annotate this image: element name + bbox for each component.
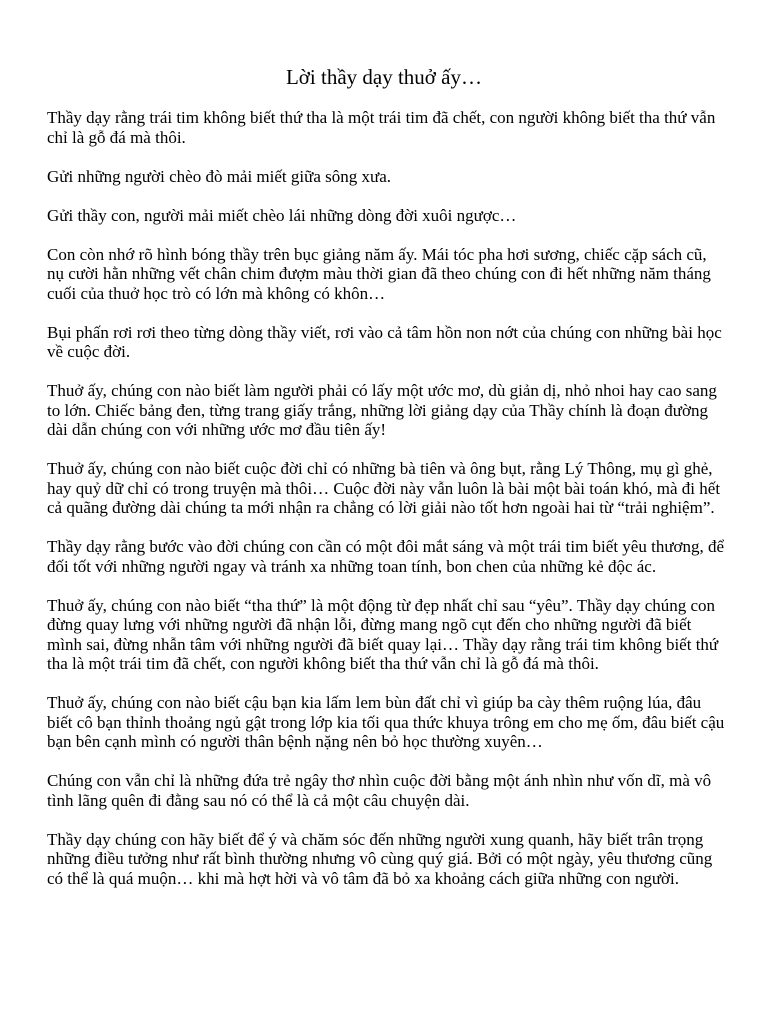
paragraph: Thuở ấy, chúng con nào biết cậu bạn kia lấm lem bùn đất chỉ vì giúp ba cày thêm ruộng lúa, đâu biết cô bạn thỉnh thoảng ngủ gật trong lớp kia tối qua thức khuya trông em cho mẹ ốm, đâu biết cậu bạn bên cạnh mình có người thân bệnh nặng nên bỏ học thường xuyên… — [47, 693, 725, 751]
paragraph: Con còn nhớ rõ hình bóng thầy trên bục giảng năm ấy. Mái tóc pha hơi sương, chiếc cặp sách cũ, nụ cười hằn những vết chân chim đượm màu thời gian đã theo chúng con đi hết những năm tháng cuối của thuở học trò có lớn mà không có khôn… — [47, 244, 711, 303]
document-body — [47, 108, 727, 908]
paragraph: Thầy dạy chúng con hãy biết để ý và chăm sóc đến những người xung quanh, hãy biết trân trọng những điều tưởng như rất bình thường nhưng vô cùng quý giá. Bởi có một ngày, yêu thương cũng có thể là quá muộn… khi mà hợt hời và vô tâm đã bỏ xa khoảng cách giữa những con người. — [47, 829, 713, 888]
paragraph: Gửi thầy con, người mải miết chèo lái những dòng đời xuôi ngược… — [47, 205, 517, 225]
paragraph: Thuở ấy, chúng con nào biết “tha thứ” là một động từ đẹp nhất chỉ sau “yêu”. Thầy dạy chúng con đừng quay lưng với những người đã nhận lỗi, đừng mang ngõ cụt đến cho những người đã biết mình sai, đừng nhẫn tâm với những người đã biết quay lại… Thầy dạy rằng trái tim không biết thứ tha là một trái tim đã chết, con người không biết tha thứ vẫn chỉ là gỗ đá mà thôi. — [47, 595, 719, 673]
paragraph: Gửi những người chèo đò mải miết giữa sông xưa. — [47, 166, 392, 186]
paragraph: Thầy dạy rằng trái tim không biết thứ tha là một trái tim đã chết, con người không biết tha thứ vẫn chỉ là gỗ đá mà thôi. — [47, 108, 716, 147]
paragraph: Thầy dạy rằng bước vào đời chúng con cần có một đôi mắt sáng và một trái tim biết yêu thương, để đối tốt với những người ngay và tránh xa những toan tính, bon chen của những kẻ độc ác. — [47, 537, 725, 576]
paragraph: Thuở ấy, chúng con nào biết cuộc đời chỉ có những bà tiên và ông bụt, rằng Lý Thông, mụ gì ghẻ, hay quỷ dữ chỉ có trong truyện mà thôi… Cuộc đời này vẫn luôn là bài một bài toán khó, mà đi hết cả quãng đường dài chúng ta mới nhận ra chẳng có lời giải nào tốt hơn ngoài hai từ “trải nghiệm”. — [47, 459, 721, 517]
paragraph: Chúng con vẫn chỉ là những đứa trẻ ngây thơ nhìn cuộc đời bằng một ánh nhìn như vốn dĩ, mà vô tình lãng quên đi đằng sau nó có thể là cả một câu chuyện dài. — [47, 771, 712, 810]
paragraph: Thuở ấy, chúng con nào biết làm người phải có lấy một ước mơ, dù giản dị, nhỏ nhoi hay cao sang to lớn. Chiếc bảng đen, từng trang giấy trắng, những lời giảng dạy của Thầy chính là đoạn đường dài dẫn chúng con với những ước mơ đầu tiên ấy! — [47, 381, 717, 439]
document-title: Lời thầy dạy thuở ấy… — [285, 65, 482, 89]
paragraph: Bụi phấn rơi rơi theo từng dòng thầy viết, rơi vào cả tâm hồn non nớt của chúng con những bài học về cuộc đời. — [47, 322, 722, 361]
